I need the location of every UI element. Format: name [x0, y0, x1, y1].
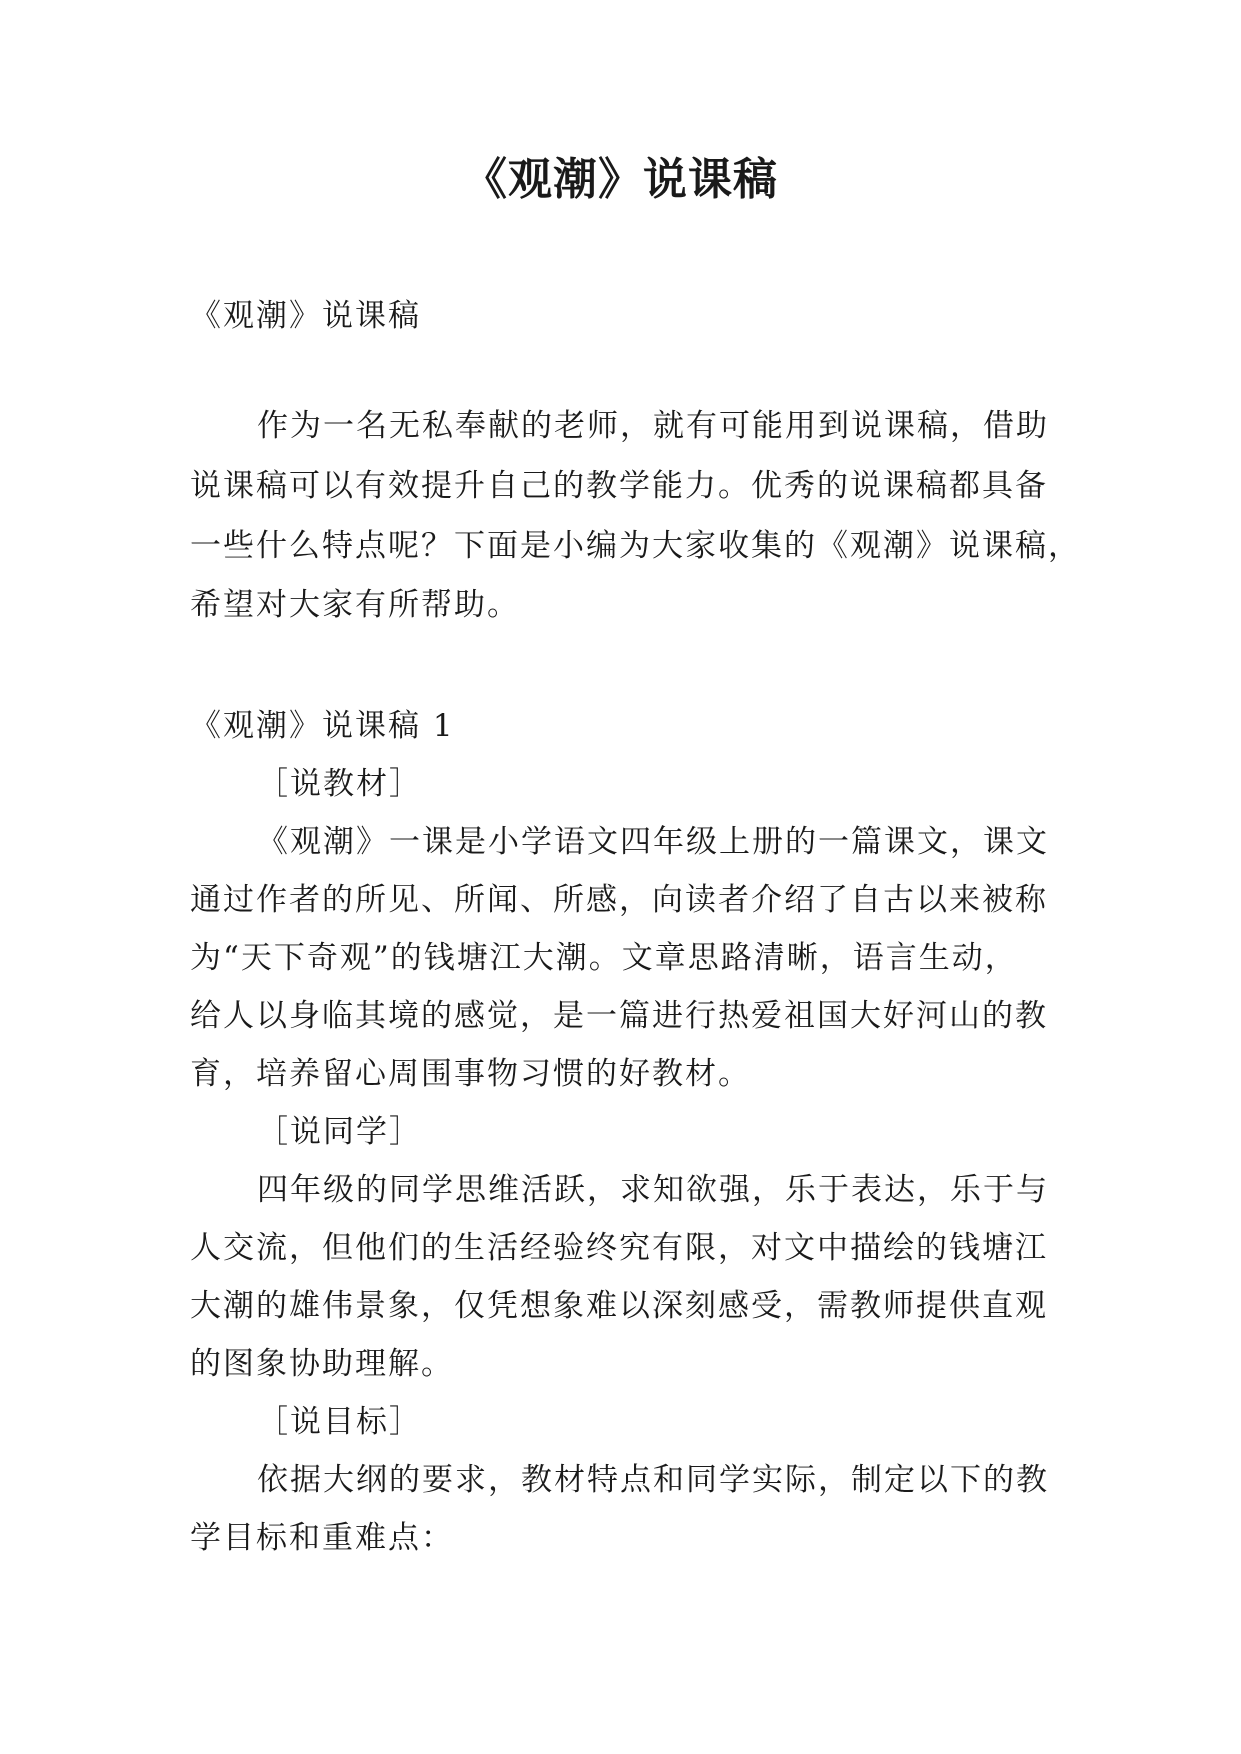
students-line-4: 的图象协助理解。 [190, 1346, 454, 1382]
heading-material: ［说教材］ [257, 766, 422, 802]
document-title: 《观潮》说课稿 [463, 154, 778, 205]
students-line-1: 四年级的同学思维活跃，求知欲强，乐于表达，乐于与 [257, 1172, 1049, 1208]
students-line-3: 大潮的雄伟景象，仅凭想象难以深刻感受，需教师提供直观 [190, 1288, 1048, 1324]
document-subtitle: 《观潮》说课稿 [190, 298, 421, 334]
material-line-5: 育，培养留心周围事物习惯的好教材。 [190, 1056, 751, 1092]
intro-line-1: 作为一名无私奉献的老师，就有可能用到说课稿，借助 [257, 408, 1049, 444]
students-line-2: 人交流，但他们的生活经验终究有限，对文中描绘的钱塘江 [190, 1230, 1048, 1266]
material-line-2: 通过作者的所见、所闻、所感，向读者介绍了自古以来被称 [190, 882, 1048, 918]
material-line-3: 为“天下奇观”的钱塘江大潮。文章思路清晰，语言生动， [190, 940, 1018, 976]
intro-line-2: 说课稿可以有效提升自己的教学能力。优秀的说课稿都具备 [190, 468, 1048, 504]
material-line-1: 《观潮》一课是小学语文四年级上册的一篇课文，课文 [257, 824, 1049, 860]
material-line-4: 给人以身临其境的感觉，是一篇进行热爱祖国大好河山的教 [190, 998, 1048, 1034]
section-title: 《观潮》说课稿 1 [190, 708, 455, 744]
heading-goals: ［说目标］ [257, 1404, 422, 1440]
heading-students: ［说同学］ [257, 1114, 422, 1150]
goals-line-2: 学目标和重难点： [190, 1520, 454, 1556]
goals-line-1: 依据大纲的要求，教材特点和同学实际，制定以下的教 [257, 1462, 1049, 1498]
intro-line-3: 一些什么特点呢？下面是小编为大家收集的《观潮》说课稿， [190, 528, 1081, 564]
intro-line-4: 希望对大家有所帮助。 [190, 587, 520, 623]
